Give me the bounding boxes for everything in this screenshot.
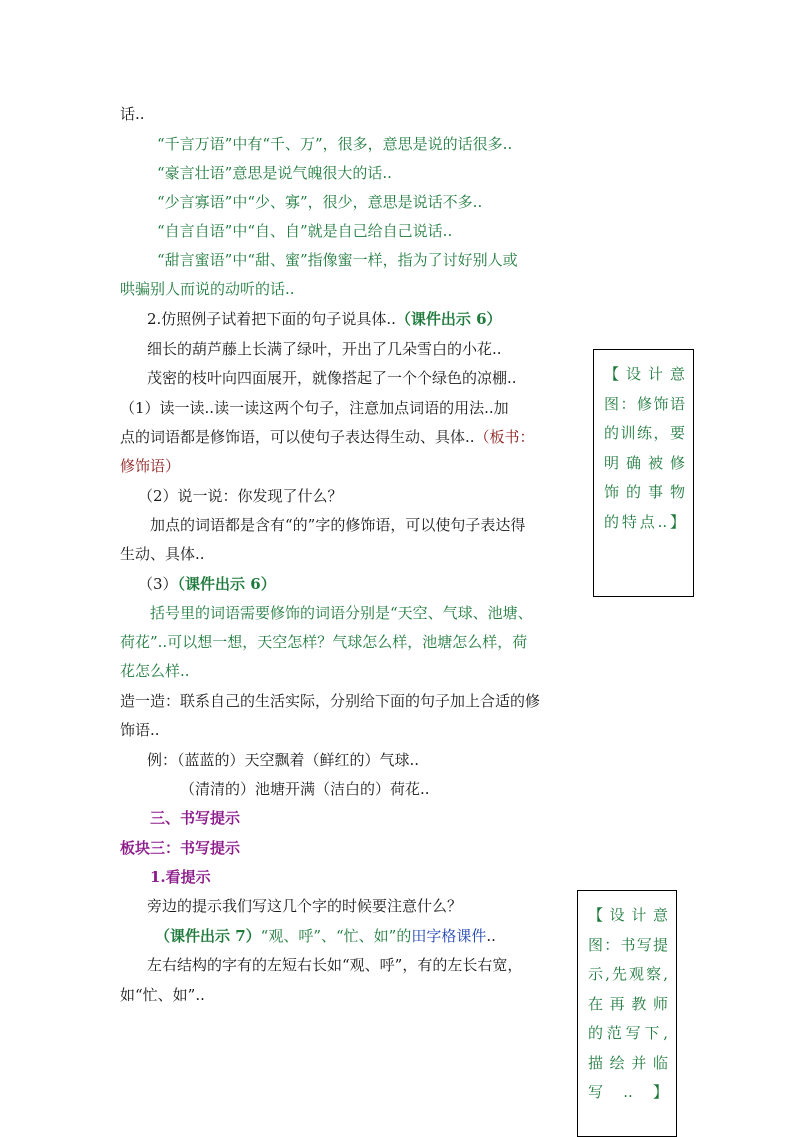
text-line: “少言寡语”中“少、寡”，很少，意思是说话不多..	[157, 193, 483, 211]
text-line: “自言自语”中“自、自”就是自己给自己说话..	[157, 222, 453, 240]
text-line: 加点的词语都是含有“的”字的修饰语，可以使句子表达得	[150, 516, 526, 534]
text-line: “豪言壮语”意思是说气魄很大的话..	[157, 164, 392, 182]
text-line: 花怎么样..	[120, 662, 190, 680]
text-line: “千言万语”中有“千、万”，很多，意思是说的话很多..	[157, 135, 513, 153]
text-line: 旁边的提示我们写这几个字的时候要注意什么？	[147, 897, 463, 915]
text-line: （1）读一读..读一读这两个句子，注意加点词语的用法..加	[120, 399, 509, 417]
text-line: （3）（课件出示 6）	[138, 575, 276, 593]
section-heading: 三、书写提示	[150, 809, 241, 827]
design-intent-box	[593, 349, 694, 597]
section-heading: 板块三：书写提示	[120, 839, 241, 857]
design-intent-text: 【设计意 图：修饰语 的训练，要 明确被修 饰的事物 的特点..】	[604, 365, 685, 531]
text-line: 造一造：联系自己的生活实际，分别给下面的句子加上合适的修	[120, 692, 541, 710]
text-line: （课件出示 7）“观、呼”、“忙、如”的田字格课件..	[155, 927, 496, 945]
text-line: 饰语..	[120, 721, 160, 739]
text-line: 2.仿照例子试着把下面的句子说具体..（课件出示 6）	[147, 310, 502, 328]
text-line: （清清的）池塘开满（洁白的）荷花..	[180, 780, 430, 798]
text-line: 点的词语都是修饰语，可以使句子表达得生动、具体..（板书：	[120, 428, 535, 446]
text-line: 话..	[120, 105, 145, 123]
text-line: 例：（蓝蓝的）天空飘着（鲜红的）气球..	[147, 751, 420, 769]
text-line: 哄骗别人而说的动听的话..	[120, 280, 295, 298]
text-line: 括号里的词语需要修饰的词语分别是“天空、气球、池塘、	[150, 604, 533, 622]
text-line: 生动、具体..	[120, 545, 205, 563]
section-heading: 1.看提示	[150, 868, 211, 886]
text-line: 左右结构的字有的左短右长如“观、呼”，有的左长右宽，	[147, 956, 523, 974]
text-line: 茂密的枝叶向四面展开，就像搭起了一个个绿色的凉棚..	[147, 369, 517, 387]
text-line: 如“忙、如”..	[120, 986, 205, 1004]
text-line: “甜言蜜语”中“甜、蜜”指像蜜一样，指为了讨好别人或	[157, 251, 518, 269]
text-line: 修饰语）	[120, 457, 181, 475]
design-intent-box	[577, 890, 677, 1137]
text-line: （2）说一说：你发现了什么？	[138, 487, 343, 505]
text-line: 细长的葫芦藤上长满了绿叶，开出了几朵雪白的小花..	[147, 340, 502, 358]
design-intent-text: 【设计意 图：书写提 示,先观察, 在再教师 的范写下, 描绘并临 写..】	[588, 906, 668, 1101]
text-line: 荷花”..可以想一想，天空怎样？气球怎么样，池塘怎么样，荷	[120, 633, 528, 651]
